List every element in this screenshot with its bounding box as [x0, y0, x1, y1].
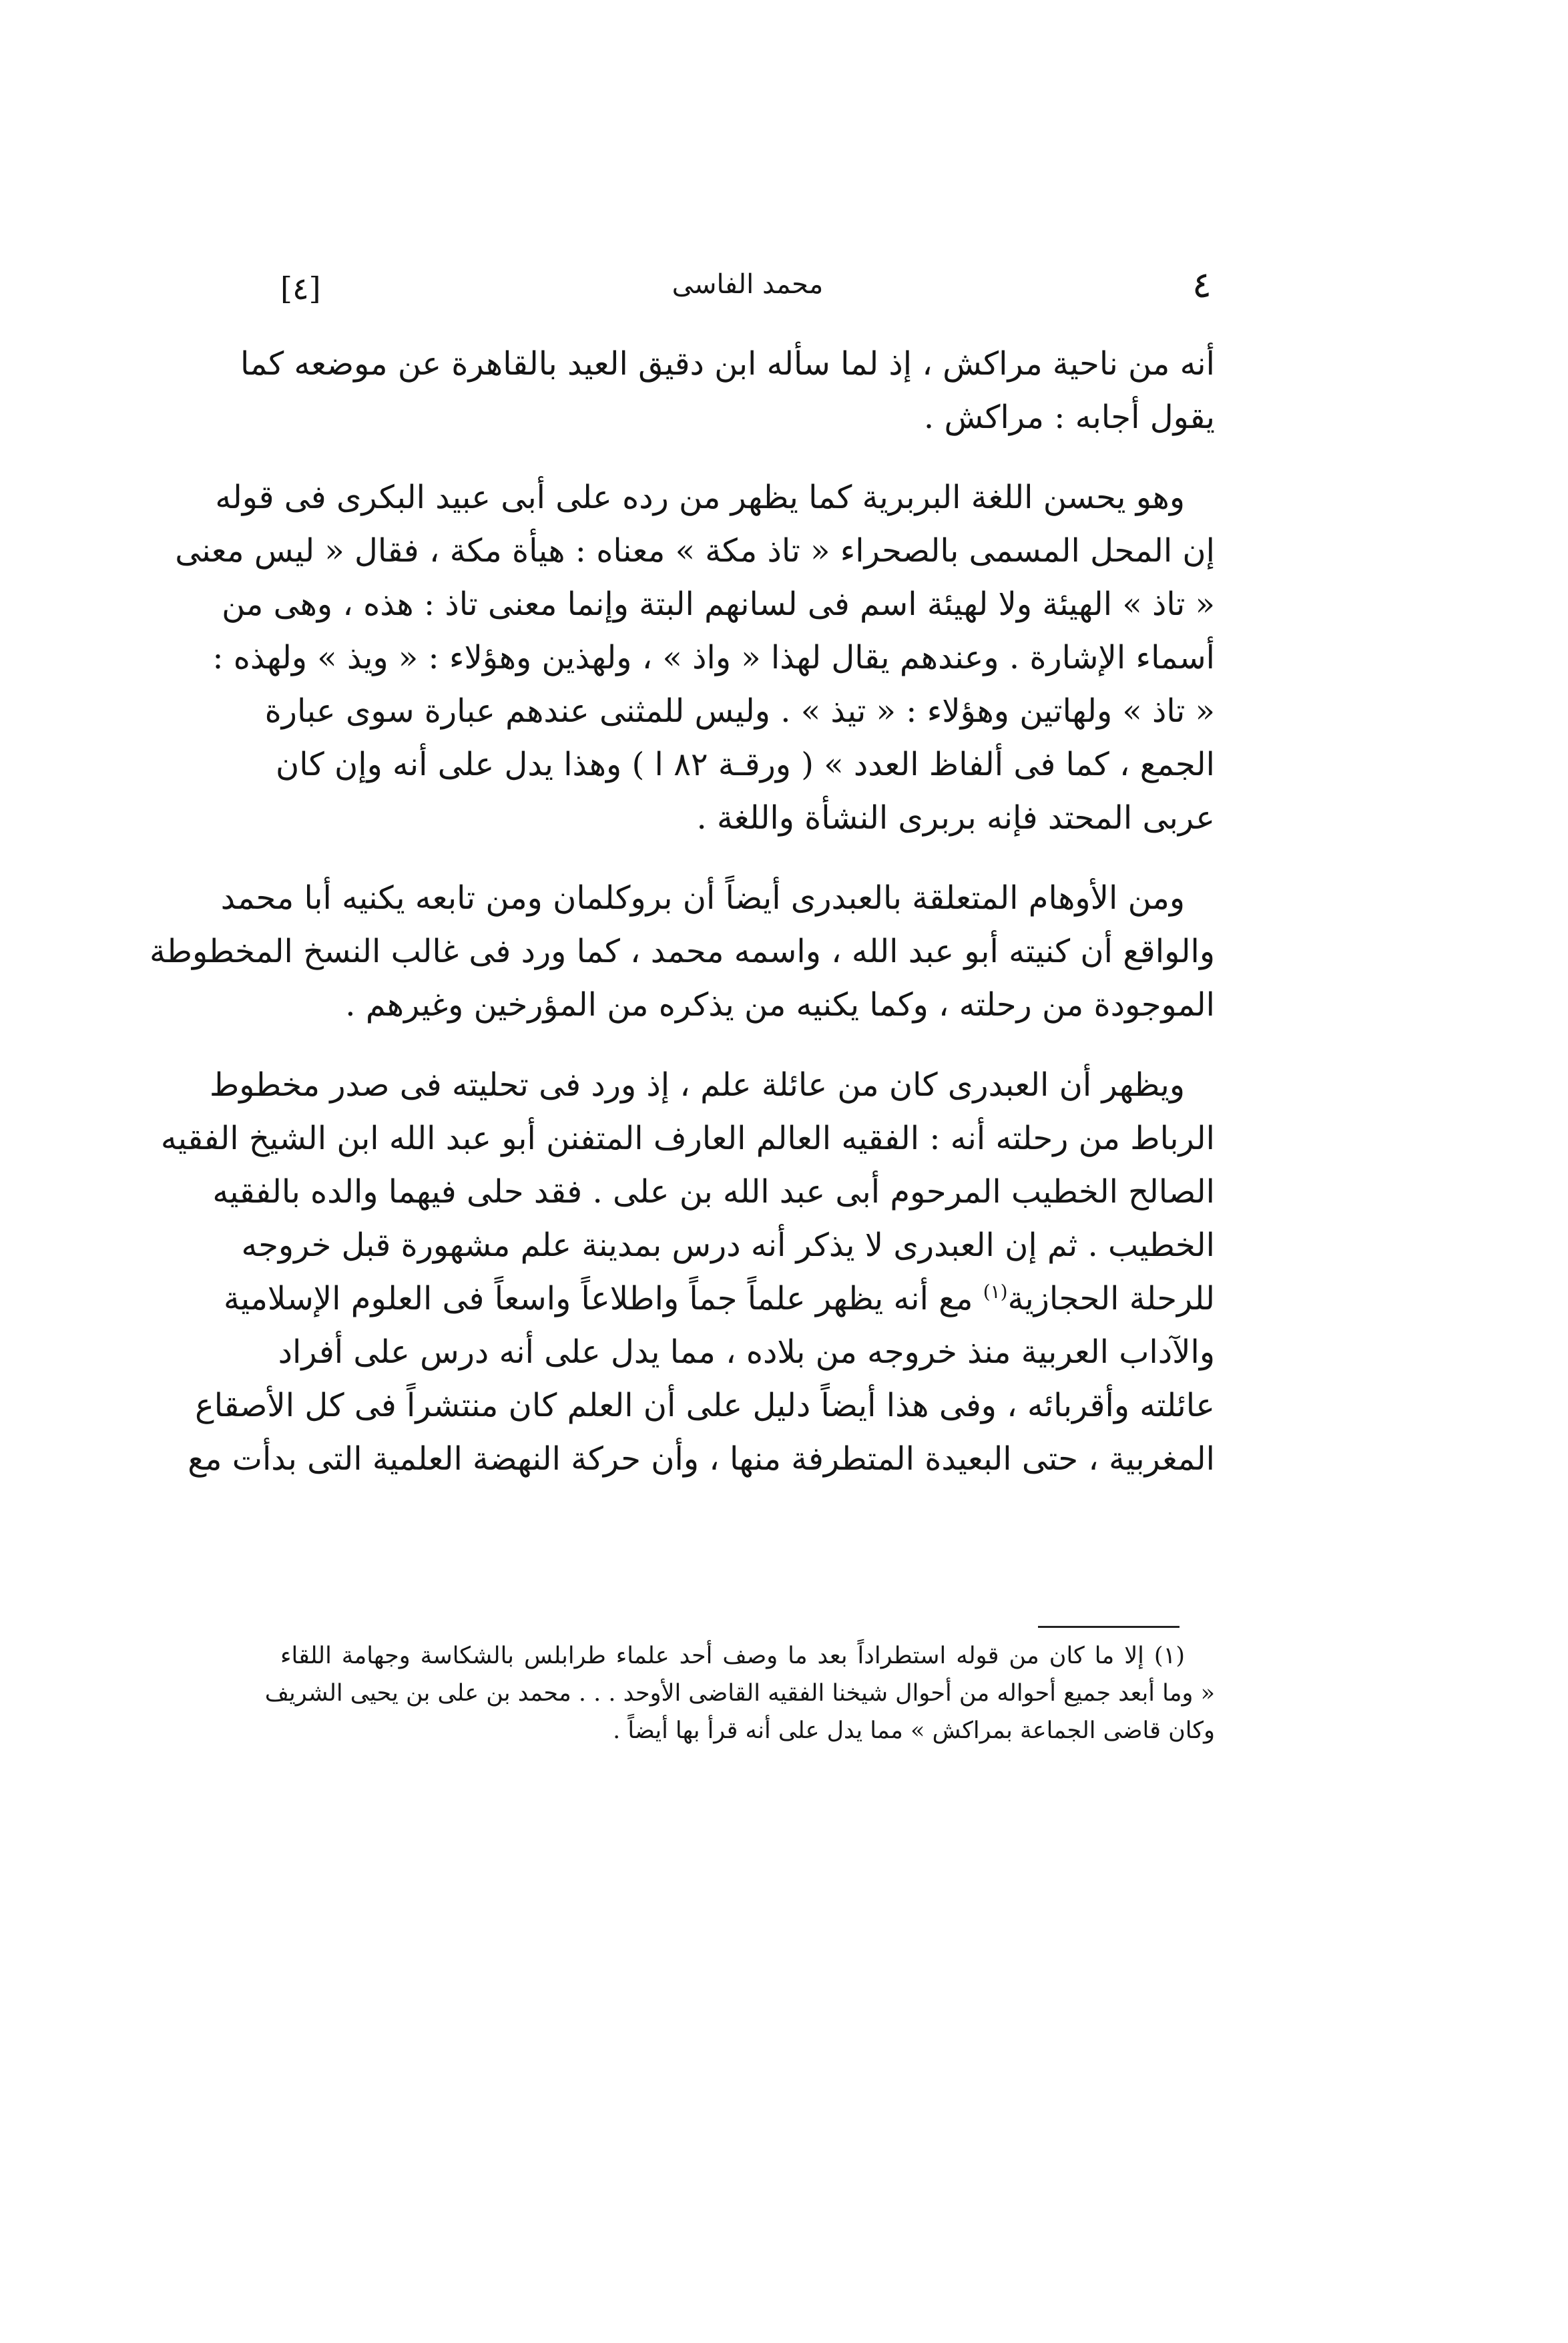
paragraph-2	[175, 471, 1215, 845]
text-line: الخطيب . ثم إن العبدرى لا يذكر أنه درس بمدينة علم مشهورة قبل خروجه	[241, 1227, 1215, 1264]
page-number: ٤	[1192, 264, 1212, 306]
footnote-line: (١) إلا ما كان من قوله استطراداً بعد ما وصف أحد علماء طرابلس بالشكاسة وجهامة اللقاء	[280, 1643, 1185, 1669]
text-line: المغربية ، حتى البعيدة المتطرفة منها ، وأن حركة النهضة العلمية التى بدأت مع	[188, 1440, 1215, 1478]
paragraph-4	[160, 1058, 1215, 1486]
text-line: ويظهر أن العبدرى كان من عائلة علم ، إذ ورد فى تحليته فى صدر مخطوط	[209, 1066, 1185, 1104]
footnotes	[264, 1637, 1215, 1749]
text-line: والآداب العربية منذ خروجه من بلاده ، مما يدل على أنه درس على أفراد	[278, 1333, 1215, 1371]
running-title: محمد الفاسى	[672, 269, 824, 300]
text-line: الصالح الخطيب المرحوم أبى عبد الله بن على . فقد حلى فيهما والده بالفقيه	[212, 1173, 1215, 1211]
text-line: عربى المحتد فإنه بربرى النشأة واللغة .	[696, 799, 1215, 837]
paragraph-1	[240, 337, 1215, 444]
text-segment: للرحلة الحجازية	[1007, 1280, 1215, 1317]
footnote-marker[interactable]: (١)	[983, 1281, 1008, 1303]
page-header	[280, 264, 1215, 324]
text-line: ومن الأوهام المتعلقة بالعبدرى أيضاً أن بروكلمان ومن تابعه يكنيه أبا محمد	[220, 879, 1185, 917]
text-line: والواقع أن كنيته أبو عبد الله ، واسمه محمد ، كما ورد فى غالب النسخ المخطوطة	[150, 933, 1215, 970]
text-line: الموجودة من رحلته ، وكما يكنيه من يذكره من المؤرخين وغيرهم .	[345, 986, 1215, 1024]
text-line: عائلته وأقربائه ، وفى هذا أيضاً دليل على أن العلم كان منتشراً فى كل الأصقاع	[195, 1387, 1215, 1424]
text-line: أسماء الإشارة . وعندهم يقال لهذا « واذ » ، ولهذين وهؤلاء : « ويذ » ولهذه :	[212, 639, 1215, 676]
footnote-line: وكان قاضى الجماعة بمراكش » مما يدل على أنه قرأ بها أيضاً .	[613, 1717, 1215, 1744]
text-line: الجمع ، كما فى ألفاظ العدد » ( ورقـة ٨٢ ا ) وهذا يدل على أنه وإن كان	[276, 746, 1215, 783]
text-line: الرباط من رحلته أنه : الفقيه العالم العارف المتفنن أبو عبد الله ابن الشيخ الفقيه	[160, 1120, 1215, 1157]
text-segment: مع أنه يظهر علماً جماً واطلاعاً واسعاً فى العلوم الإسلامية	[224, 1280, 983, 1317]
main-text	[150, 337, 1215, 1512]
text-line: « تاذ » الهيئة ولا لهيئة اسم فى لسانهم البتة وإنما معنى تاذ : هذه ، وهى من	[222, 586, 1215, 623]
page-bracket-number: [٤]	[280, 270, 321, 306]
text-line: إن المحل المسمى بالصحراء « تاذ مكة » معناه : هيأة مكة ، فقال « ليس معنى	[175, 532, 1215, 570]
text-line: يقول أجابه : مراكش .	[923, 399, 1215, 436]
text-line-with-footnote	[224, 1272, 1215, 1325]
footnote-divider	[1038, 1626, 1180, 1628]
text-line: أنه من ناحية مراكش ، إذ لما سأله ابن دقيق العيد بالقاهرة عن موضعه كما	[240, 345, 1215, 383]
text-line: « تاذ » ولهاتين وهؤلاء : « تيذ » . وليس للمثنى عندهم عبارة سوى عبارة	[264, 692, 1215, 730]
footnote-line: « وما أبعد جميع أحواله من أحوال شيخنا الفقيه القاضى الأوحد . . . محمد بن على بن يحيى الشريف	[264, 1680, 1215, 1707]
text-line: وهو يحسن اللغة البربرية كما يظهر من رده على أبى عبيد البكرى فى قوله	[215, 479, 1185, 516]
paragraph-3	[150, 871, 1215, 1032]
